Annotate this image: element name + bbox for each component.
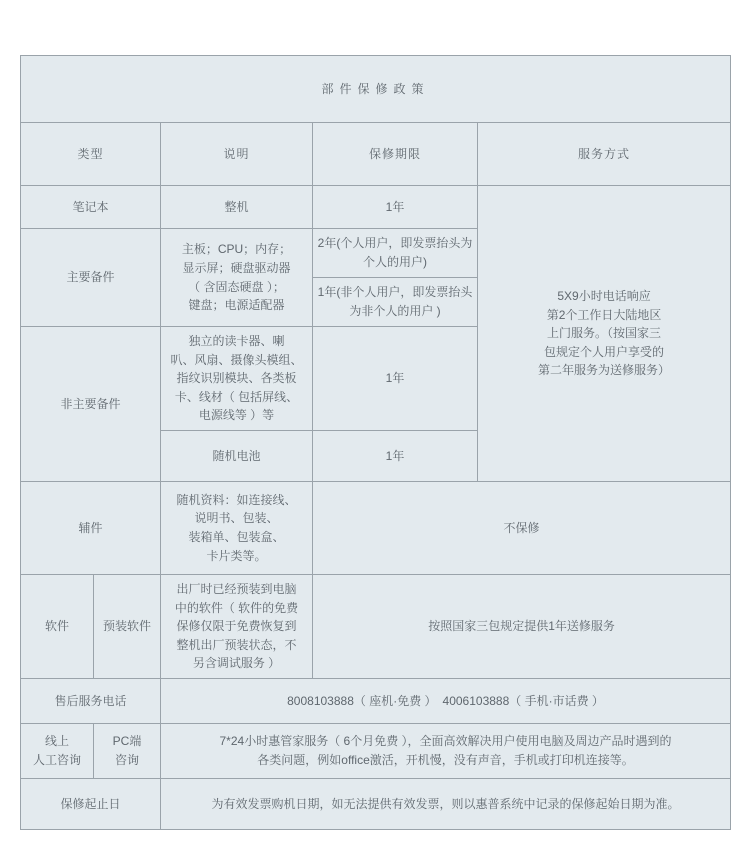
table-row-service-phone (21, 678, 731, 723)
table-row-warranty-dates (21, 778, 731, 829)
main-parts-desc-line-4: 键盘；电源适配器 (188, 298, 285, 313)
cell-period-notebook: 1年 (313, 186, 478, 229)
cell-period-non-main-parts: 1年 (313, 327, 478, 431)
cell-description-main-parts (161, 229, 313, 327)
main-parts-desc-line-1: 主板；CPU；内存； (181, 242, 292, 257)
warranty-policy-table (20, 55, 731, 830)
table-row-software (21, 574, 731, 678)
service-method-line-2: 第2个工作日大陆地区 (546, 307, 662, 322)
cell-value-warranty-dates: 为有效发票购机日期，如无法提供有效发票，则以惠普系统中记录的保修起始日期为准。 (161, 778, 731, 829)
service-method-line-3: 上门服务。（按国家三 (547, 326, 662, 341)
main-parts-desc-line-2: 显示屏；硬盘驱动器 (182, 260, 291, 275)
cell-label-service-phone: 售后服务电话 (21, 678, 161, 723)
cell-description-non-main-parts (161, 327, 313, 431)
service-method-line-5: 第二年服务为送修服务） (538, 363, 671, 378)
cell-type-main-parts: 主要备件 (21, 229, 161, 327)
cell-type-non-main-parts: 非主要备件 (21, 327, 161, 482)
cell-type-notebook: 笔记本 (21, 186, 161, 229)
page-title: 部件保修政策 (21, 56, 731, 123)
cell-description-notebook: 整机 (161, 186, 313, 229)
software-desc-line-1: 出厂时已经预装到电脑 (176, 581, 297, 596)
software-desc-line-5: 另含调试服务 ） (192, 656, 281, 671)
accessory-desc-line-2: 说明书、包装、 (194, 511, 279, 526)
online-support-label-line-2: 人工咨询 (32, 752, 81, 767)
non-main-desc-line-3: 指纹识别模块、各类板 (176, 371, 297, 386)
online-support-value-line-1: 7*24小时惠管家服务（ 6个月免费 ），全面高效解决用户使用电脑及周边产品时遇到的 (219, 734, 672, 749)
cell-subtype-preinstalled-software: 预装软件 (94, 574, 161, 678)
column-header-type: 类型 (21, 123, 161, 186)
table-row-notebook (21, 186, 731, 229)
accessory-desc-line-4: 卡片类等。 (206, 548, 267, 563)
cell-service-method-merged (478, 186, 731, 482)
cell-type-accessory: 辅件 (21, 481, 161, 574)
main-parts-desc-line-3: （ 含固态硬盘 ）； (188, 279, 285, 294)
software-desc-line-2: 中的软件（ 软件的免费 (174, 600, 299, 615)
column-header-description: 说明 (161, 123, 313, 186)
non-main-desc-line-5: 电源线等 ）等 (198, 408, 275, 423)
software-desc-line-4: 整机出厂预装状态，不 (176, 637, 297, 652)
pc-consult-label-line-1: PC端 (112, 734, 142, 749)
service-method-line-1: 5X9小时电话响应 (557, 289, 651, 303)
column-header-warranty-period: 保修期限 (313, 123, 478, 186)
cell-label-warranty-dates: 保修起止日 (21, 778, 161, 829)
cell-service-software: 按照国家三包规定提供1年送修服务 (313, 574, 731, 678)
cell-sublabel-pc-consult (94, 723, 161, 778)
cell-description-accessory (161, 481, 313, 574)
accessory-desc-line-3: 装箱单、包装盒、 (188, 529, 285, 544)
cell-description-software (161, 574, 313, 678)
non-main-desc-line-1: 独立的读卡器、喇 (188, 334, 285, 348)
cell-description-battery: 随机电池 (161, 430, 313, 481)
cell-period-main-parts-personal: 2年(个人用户，即发票抬头为个人的用户) (313, 229, 478, 278)
cell-period-battery: 1年 (313, 430, 478, 481)
warranty-policy-table-container (20, 55, 730, 830)
column-header-service-method: 服务方式 (478, 123, 731, 186)
online-support-label-line-1: 线上 (44, 734, 69, 749)
cell-value-service-phone: 8008103888（ 座机·免费 ） 4006103888（ 手机·市话费 ） (161, 678, 731, 723)
software-desc-line-3: 保修仅限于免费恢复到 (176, 619, 297, 634)
online-support-value-line-2: 各类问题，例如office激活，开机慢，没有声音，手机或打印机连接等。 (257, 752, 634, 767)
non-main-desc-line-4: 卡、线材（ 包括屏线、 (174, 389, 299, 404)
table-header-row (21, 123, 731, 186)
cell-service-accessory: 不保修 (313, 481, 731, 574)
non-main-desc-line-2: 叭、风扇、摄像头模组、 (170, 352, 303, 367)
cell-period-main-parts-nonpersonal: 1年(非个人用户，即发票抬头为非个人的用户 ) (313, 278, 478, 327)
accessory-desc-line-1: 随机资料：如连接线、 (176, 492, 297, 507)
table-row-online-support (21, 723, 731, 778)
service-method-line-4: 包规定个人用户享受的 (544, 344, 665, 359)
cell-label-online-support (21, 723, 94, 778)
cell-type-software: 软件 (21, 574, 94, 678)
cell-value-online-support (161, 723, 731, 778)
table-row-accessory (21, 481, 731, 574)
table-title-row (21, 56, 731, 123)
pc-consult-label-line-2: 咨询 (114, 752, 139, 767)
